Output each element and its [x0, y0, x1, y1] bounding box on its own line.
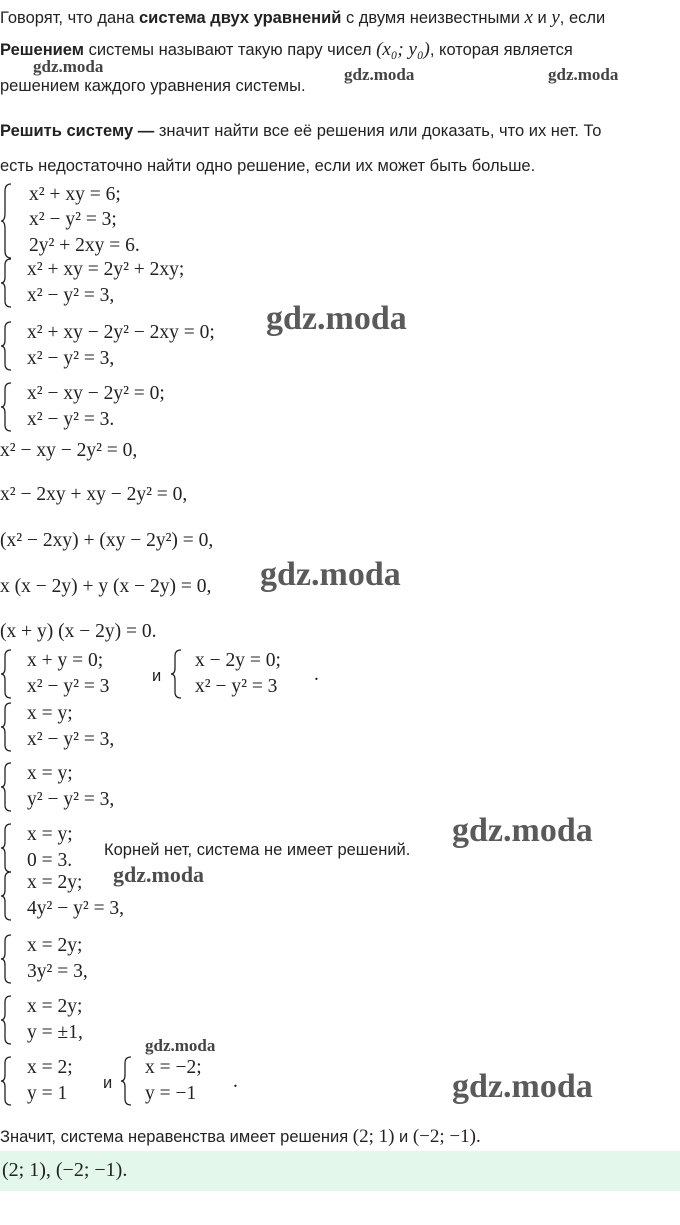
brace-icon [0, 648, 12, 700]
brace-icon [0, 870, 12, 922]
equation: x = −2; [145, 1057, 202, 1078]
equation: 0 = 3. [27, 850, 73, 871]
equation-line: (x² − 2xy) + (xy − 2y²) = 0, [0, 530, 214, 551]
equation: y² − y² = 3, [27, 789, 115, 810]
pair-x0-y0: (x₀; y₀) [376, 39, 430, 60]
watermark-logo: gdz.moda [266, 300, 407, 337]
period: . [233, 1071, 238, 1092]
watermark-logo: gdz.moda [344, 65, 415, 84]
system-1 [0, 182, 200, 260]
watermark-logo: gdz.moda [113, 862, 205, 887]
brace-icon [0, 761, 12, 813]
equation: x² − y² = 3 [27, 676, 110, 697]
equation: 2y² + 2xy = 6. [29, 235, 140, 256]
equation: x = 2y; [27, 996, 83, 1017]
brace-icon [0, 381, 12, 433]
watermark-logo: gdz.moda [33, 57, 104, 76]
solution-pair-1: (2; 1) [352, 1126, 395, 1147]
brace-icon [0, 933, 12, 985]
brace-icon [0, 701, 12, 753]
system-12a [0, 1055, 100, 1107]
equation: x² − y² = 3, [27, 729, 115, 750]
intro-text: Говорят, что дана [0, 9, 139, 27]
equation: x² + xy − 2y² − 2xy = 0; [27, 322, 215, 343]
system-5b [170, 648, 330, 700]
equation-line: (x + y) (x − 2y) = 0. [0, 621, 157, 642]
equation: x = 2; [27, 1057, 73, 1078]
equation: x² − y² = 3. [27, 409, 115, 430]
intro-text: системы называют такую пару чисел [83, 41, 377, 59]
equation: x − 2y = 0; [195, 650, 281, 671]
equation: y = ±1, [27, 1022, 83, 1043]
intro-text: и [532, 9, 552, 27]
brace-icon [170, 648, 182, 700]
answer-box [0, 1151, 680, 1191]
equation: 3y² = 3, [27, 961, 88, 982]
equation-line: x (x − 2y) + y (x − 2y) = 0, [0, 576, 212, 597]
equation: x² − y² = 3, [27, 348, 115, 369]
intro-text: с двумя неизвестными [341, 9, 525, 27]
system-3 [0, 320, 270, 372]
var-y: y [551, 7, 560, 28]
conclusion-text: . [475, 1126, 481, 1147]
equation: x² − xy − 2y² = 0; [27, 383, 165, 404]
brace-icon [0, 994, 12, 1046]
brace-icon [0, 822, 12, 874]
intro-line-1 [0, 8, 605, 28]
conjunction-and: и [152, 667, 162, 685]
term-system: система двух уравнений [139, 9, 342, 27]
watermark-logo: gdz.moda [452, 1068, 593, 1105]
equation: y = −1 [145, 1083, 197, 1104]
watermark-logo: gdz.moda [260, 556, 401, 593]
intro-text: , если [559, 9, 606, 27]
equation: x² + xy = 2y² + 2xy; [27, 259, 185, 280]
intro-text: значит найти все её решения или доказать, что их нет. То [154, 122, 602, 140]
intro-line-4 [0, 121, 601, 141]
watermark-logo: gdz.moda [145, 1036, 216, 1055]
equation: x² + xy = 6; [29, 184, 121, 205]
system-2 [0, 257, 260, 309]
equation: x = y; [27, 824, 73, 845]
equation: x = y; [27, 703, 73, 724]
solution-pair-2: (−2; −1) [412, 1126, 476, 1147]
brace-icon [0, 320, 12, 372]
system-4 [0, 381, 220, 433]
brace-icon [0, 257, 12, 309]
equation: y = 1 [27, 1083, 68, 1104]
brace-icon [120, 1055, 132, 1107]
answer-text: (2; 1), (−2; −1). [2, 1159, 128, 1181]
conclusion-text: и [394, 1128, 413, 1146]
system-12b [120, 1055, 240, 1107]
equation: x = y; [27, 763, 73, 784]
system-6 [0, 701, 160, 753]
conjunction-and: и [103, 1074, 113, 1092]
equation: x = 2y; [27, 872, 83, 893]
equation: x = 2y; [27, 935, 83, 956]
conclusion-line [0, 1127, 481, 1147]
equation: x + y = 0; [27, 650, 104, 671]
system-11 [0, 994, 140, 1046]
term-solution: Решением [0, 41, 84, 59]
equation-line: x² − xy − 2y² = 0, [0, 440, 138, 461]
system-5a [0, 648, 160, 700]
period: . [314, 664, 319, 685]
equation-line: x² − 2xy + xy − 2y² = 0, [0, 484, 188, 505]
no-roots-note: Корней нет, система не имеет решений. [104, 841, 411, 859]
brace-icon [0, 1055, 12, 1107]
equation: x² − y² = 3, [27, 285, 115, 306]
intro-line-3: решением каждого уравнения системы. [0, 77, 306, 95]
brace-icon [0, 182, 12, 260]
equation: x² − y² = 3; [29, 209, 117, 230]
system-10 [0, 933, 140, 985]
system-8 [0, 822, 100, 874]
var-x: x [524, 7, 533, 28]
system-7 [0, 761, 160, 813]
watermark-logo: gdz.moda [548, 65, 619, 84]
watermark-logo: gdz.moda [452, 812, 593, 849]
equation: 4y² − y² = 3, [27, 898, 125, 919]
intro-line-5: есть недостаточно найти одно решение, если их может быть больше. [0, 157, 536, 175]
term-solve-system: Решить систему — [0, 122, 155, 140]
equation: x² − y² = 3 [195, 676, 278, 697]
conclusion-text: Значит, система неравенства имеет решения [0, 1128, 353, 1146]
intro-text: , которая является [429, 41, 573, 59]
